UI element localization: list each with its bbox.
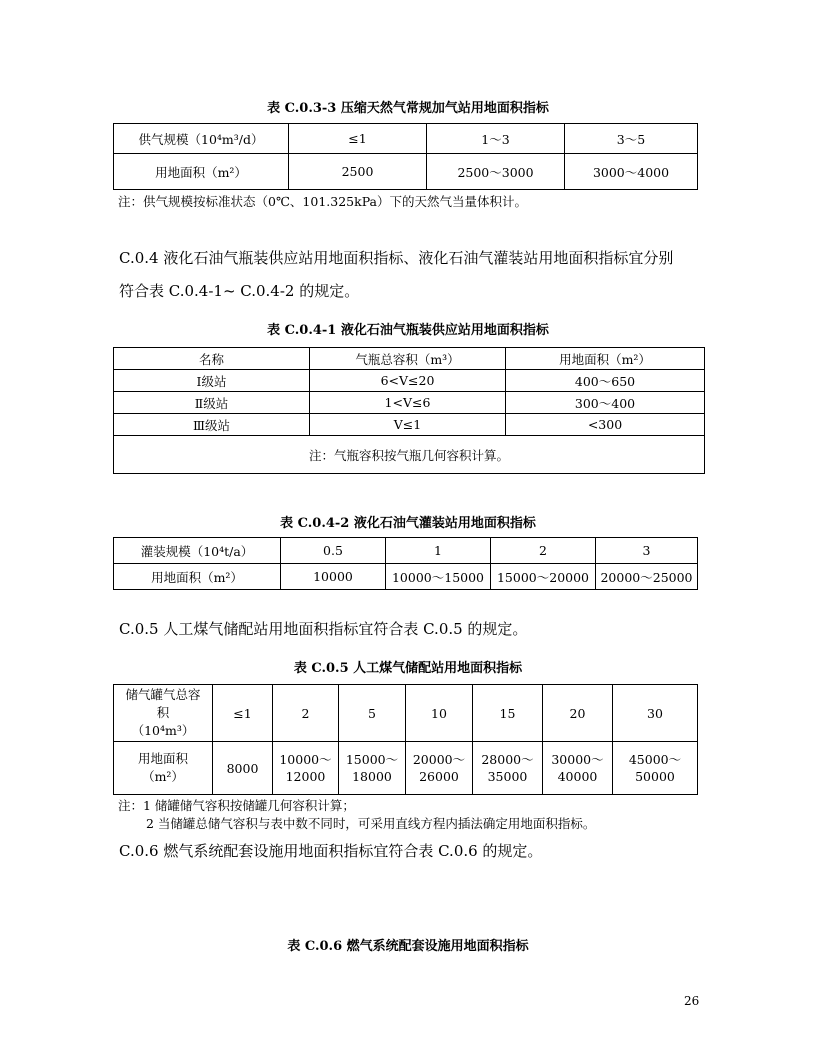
- table-header-cell: 用地面积（m²）: [506, 348, 705, 370]
- paragraph-c04-line2: 符合表 C.0.4-1~ C.0.4-2 的规定。: [119, 282, 360, 300]
- table-c042: [113, 537, 698, 590]
- paragraph-c04-line1: C.0.4 液化石油气瓶装供应站用地面积指标、液化石油气灌装站用地面积指标宜分别: [119, 249, 674, 267]
- table-cell: 1<V≤6: [310, 392, 506, 414]
- table-cell: 10000～15000: [386, 564, 491, 590]
- header-line: 用地面积: [137, 751, 188, 766]
- header-line: （m²）: [142, 769, 184, 784]
- header-line: （10⁴m³）: [131, 723, 195, 738]
- table-cell: 20000～25000: [596, 564, 698, 590]
- table-row-header: [114, 685, 213, 742]
- table-c041-caption: 表 C.0.4-1 液化石油气瓶装供应站用地面积指标: [267, 323, 549, 338]
- table-c042-caption: 表 C.0.4-2 液化石油气灌装站用地面积指标: [280, 516, 536, 531]
- table-cell: 3～5: [565, 124, 698, 154]
- table-c05-caption: 表 C.0.5 人工煤气储配站用地面积指标: [293, 661, 523, 676]
- table-cell: 300～400: [506, 392, 705, 414]
- table-cell: 10: [406, 685, 473, 742]
- table-c05-note-2: 2 当储罐总储气容积与表中数不同时，可采用直线方程内插法确定用地面积指标。: [146, 816, 596, 831]
- table-c05: [113, 684, 698, 795]
- table-cell: 用地面积（m²）: [114, 154, 289, 190]
- table-cell: 28000～35000: [473, 742, 543, 795]
- table-cell: 30: [613, 685, 698, 742]
- table-cell: Ⅱ级站: [114, 392, 310, 414]
- table-cell: 5: [339, 685, 406, 742]
- table-cell: 2500～3000: [427, 154, 565, 190]
- table-row: [114, 370, 705, 392]
- table-row: [114, 392, 705, 414]
- table-row: [114, 414, 705, 436]
- paragraph-c06: C.0.6 燃气系统配套设施用地面积指标宜符合表 C.0.6 的规定。: [119, 842, 543, 860]
- table-cell: 6<V≤20: [310, 370, 506, 392]
- table-cell: ≤1: [289, 124, 427, 154]
- table-cell: 8000: [213, 742, 273, 795]
- table-c033-caption: 表 C.0.3-3 压缩天然气常规加气站用地面积指标: [267, 101, 549, 116]
- table-cell: 2500: [289, 154, 427, 190]
- table-cell: 400～650: [506, 370, 705, 392]
- table-cell: ≤1: [213, 685, 273, 742]
- table-header-cell: 气瓶总容积（m³）: [310, 348, 506, 370]
- table-cell: 供气规模（10⁴m³/d）: [114, 124, 289, 154]
- table-cell: 20000～26000: [406, 742, 473, 795]
- table-cell: 15000～20000: [491, 564, 596, 590]
- table-cell: 2: [491, 538, 596, 564]
- table-cell: 45000～50000: [613, 742, 698, 795]
- header-line: 储气罐气总容: [125, 687, 201, 702]
- table-c033: [113, 123, 698, 190]
- table-c05-note-1: 注：1 储罐储气容积按储罐几何容积计算；: [118, 798, 355, 813]
- table-cell: 0.5: [281, 538, 386, 564]
- table-cell: Ⅰ级站: [114, 370, 310, 392]
- paragraph-c05: C.0.5 人工煤气储配站用地面积指标宜符合表 C.0.5 的规定。: [119, 620, 528, 638]
- table-row-header: [114, 742, 213, 795]
- table-cell: 30000～40000: [543, 742, 613, 795]
- page-number: 26: [684, 994, 700, 1008]
- table-cell: 用地面积（m²）: [114, 564, 281, 590]
- header-line: 积: [156, 705, 170, 720]
- table-cell: V≤1: [310, 414, 506, 436]
- table-cell: 10000: [281, 564, 386, 590]
- table-cell: 15000～18000: [339, 742, 406, 795]
- table-c041: [113, 347, 705, 474]
- table-cell: 灌装规模（10⁴t/a）: [114, 538, 281, 564]
- table-cell: 2: [273, 685, 339, 742]
- table-c06-caption: 表 C.0.6 燃气系统配套设施用地面积指标: [287, 939, 529, 954]
- table-cell: 1～3: [427, 124, 565, 154]
- table-cell: Ⅲ级站: [114, 414, 310, 436]
- table-header-cell: 名称: [114, 348, 310, 370]
- table-cell: 20: [543, 685, 613, 742]
- table-cell: 3: [596, 538, 698, 564]
- table-cell: 3000～4000: [565, 154, 698, 190]
- table-cell: 15: [473, 685, 543, 742]
- table-cell: <300: [506, 414, 705, 436]
- table-note-cell: 注：气瓶容积按气瓶几何容积计算。: [114, 436, 705, 474]
- table-cell: 1: [386, 538, 491, 564]
- table-cell: 10000～12000: [273, 742, 339, 795]
- table-c033-note: 注：供气规模按标准状态（0℃、101.325kPa）下的天然气当量体积计。: [118, 194, 528, 209]
